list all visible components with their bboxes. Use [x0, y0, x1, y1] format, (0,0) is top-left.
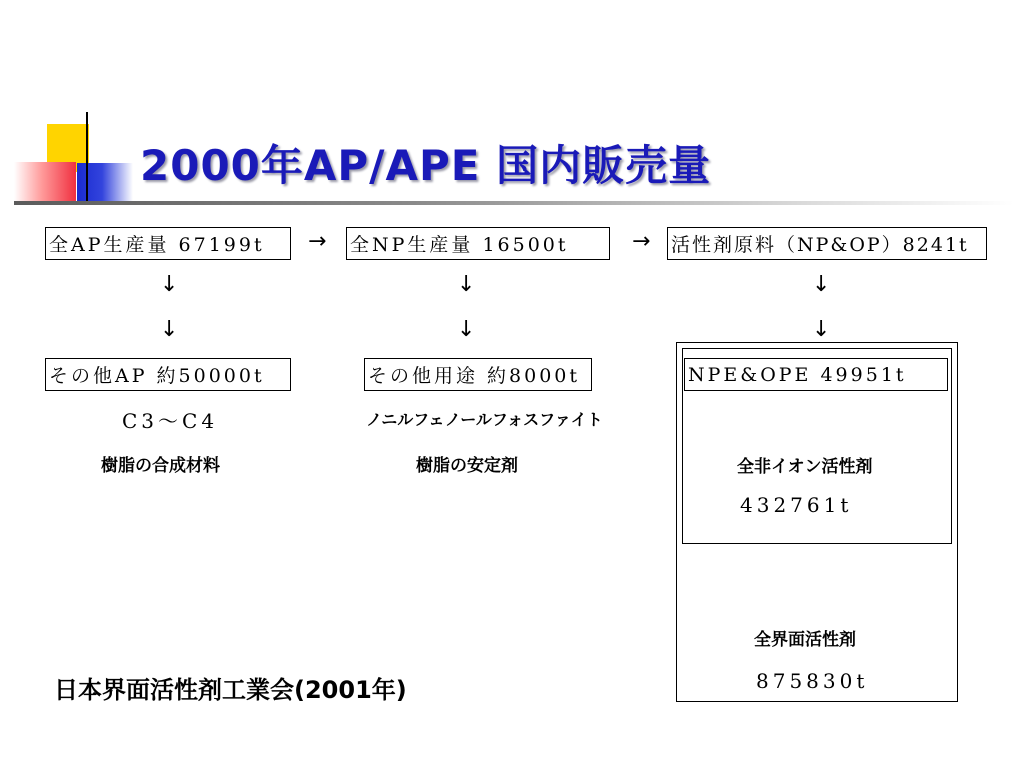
box-other-ap: その他AP 約50000t	[45, 358, 291, 391]
col2-resin-stabilizer: 樹脂の安定剤	[416, 456, 518, 476]
arrow-right-2: →	[632, 229, 651, 254]
arrow-down-col1-b: ↓	[160, 317, 179, 342]
arrow-down-col2-a: ↓	[457, 272, 476, 297]
arrow-down-col3-a: ↓	[812, 272, 831, 297]
box-surfactant-raw-material: 活性剤原料（NP&OP）8241t	[667, 227, 987, 260]
box-all-ap-production: 全AP生産量 67199t	[45, 227, 291, 260]
source-citation: 日本界面活性剤工業会(2001年)	[54, 676, 407, 704]
decor-vertical-line	[86, 112, 88, 202]
box-other-uses: その他用途 約8000t	[364, 358, 592, 391]
col3-surfactant-value: 875830t	[756, 669, 869, 693]
col2-nonylphenol-phosphite: ノニルフェノールフォスファイト	[366, 410, 603, 429]
arrow-down-col2-b: ↓	[457, 317, 476, 342]
box-npe-ope: NPE&OPE 49951t	[684, 358, 948, 391]
col3-surfactant-label: 全界面活性剤	[754, 630, 856, 650]
title-underline	[14, 201, 1014, 205]
arrow-down-col3-b: ↓	[812, 317, 831, 342]
box-all-np-production: 全NP生産量 16500t	[346, 227, 610, 260]
col3-nonionic-value: 432761t	[740, 493, 853, 517]
col1-resin-material: 樹脂の合成材料	[101, 456, 220, 476]
col1-carbon-range: C3～C4	[122, 409, 219, 433]
col3-nonionic-label: 全非イオン活性剤	[737, 457, 873, 477]
arrow-right-1: →	[308, 229, 327, 254]
decor-red-square	[14, 162, 76, 204]
arrow-down-col1-a: ↓	[160, 272, 179, 297]
slide-title: 2000年AP/APE 国内販売量	[140, 141, 712, 190]
